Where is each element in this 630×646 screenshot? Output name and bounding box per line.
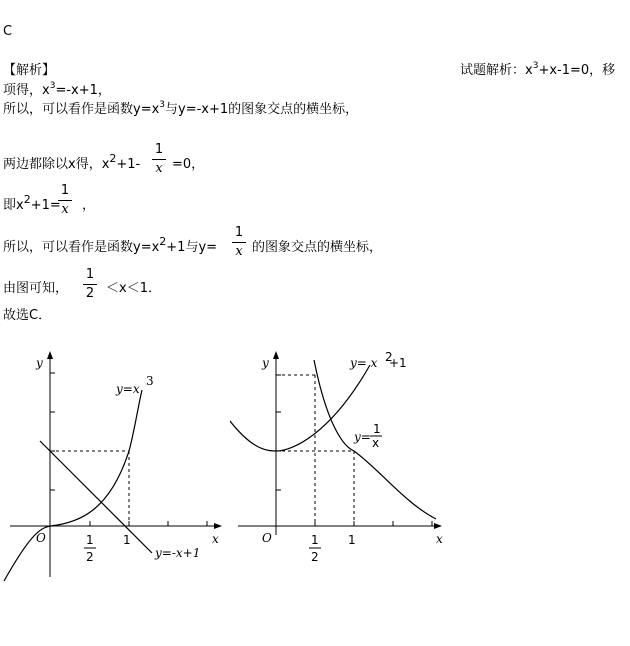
fraction-one-over-x-3: 1 x [232, 226, 246, 259]
graph1-curve-exponent: 3 [146, 374, 154, 388]
graph-cubic-and-line [0, 345, 230, 595]
graph2-tick-half-den: 2 [311, 550, 319, 564]
step-from-graph: 由图可知， [3, 281, 69, 296]
step-select: 故选C． [3, 308, 52, 323]
step-from-graph-tail: ＜x＜1． [106, 281, 161, 296]
graph1-tick-one: 1 [123, 533, 131, 547]
answer-letter: C [3, 24, 13, 39]
fraction-one-half: 1 2 [83, 268, 97, 301]
step-divide-by-x: 两边都除以x得，$x^2+1-$ [3, 152, 141, 172]
fraction-one-over-x-1: 1 x [152, 143, 166, 176]
graph2-parabola-tail: +1 [389, 356, 407, 370]
graph2-x-axis-label: x [436, 532, 443, 546]
graph2-parabola-label: y= x [350, 356, 378, 370]
graph2-parabola-exponent: 2 [385, 350, 393, 364]
fraction-one-over-x-2: 1 x [58, 184, 72, 217]
step-view-2-tail: 的图象交点的横坐标， [252, 240, 383, 255]
graph2-y-axis-label: y [262, 356, 269, 370]
step-move-term: 项得，$x^3=-x+1$， [3, 81, 111, 98]
step-equivalent-tail: ， [82, 198, 96, 213]
graph1-tick-half-den: 2 [86, 550, 94, 564]
analysis-intro: 试题解析：$x^3+x-1=0$，移 [460, 61, 616, 78]
graph1-x-axis-label: x [212, 532, 219, 546]
graph1-y-axis-label: y [36, 356, 43, 370]
graph-parabola-and-hyperbola [230, 345, 450, 595]
graph2-origin-label: O [262, 531, 272, 545]
step-equivalent: 即$x^2+1=$ [3, 193, 61, 213]
graph2-hyperbola-den: x [372, 436, 380, 450]
graph2-tick-half-num: 1 [311, 533, 319, 547]
graph1-tick-half-num: 1 [86, 533, 94, 547]
step-view-as-intersection-2: 所以，可以看作是函数$y=x^2+1$与y= [3, 235, 218, 255]
graph1-curve-label: y=x [116, 382, 140, 396]
step-divide-tail: =0， [172, 157, 205, 172]
graph1-line-label: y=-x+1 [155, 546, 201, 560]
graph2-hyperbola-num: 1 [373, 422, 381, 436]
step-view-as-intersection-1: 所以，可以看作是函数$y=x^3$与y=-x+1的图象交点的横坐标， [3, 100, 359, 117]
graph2-tick-one: 1 [348, 533, 356, 547]
analysis-header: 【解析】 [3, 63, 56, 78]
graph1-origin-label: O [36, 531, 46, 545]
graph2-hyperbola-label: y= [354, 430, 371, 444]
